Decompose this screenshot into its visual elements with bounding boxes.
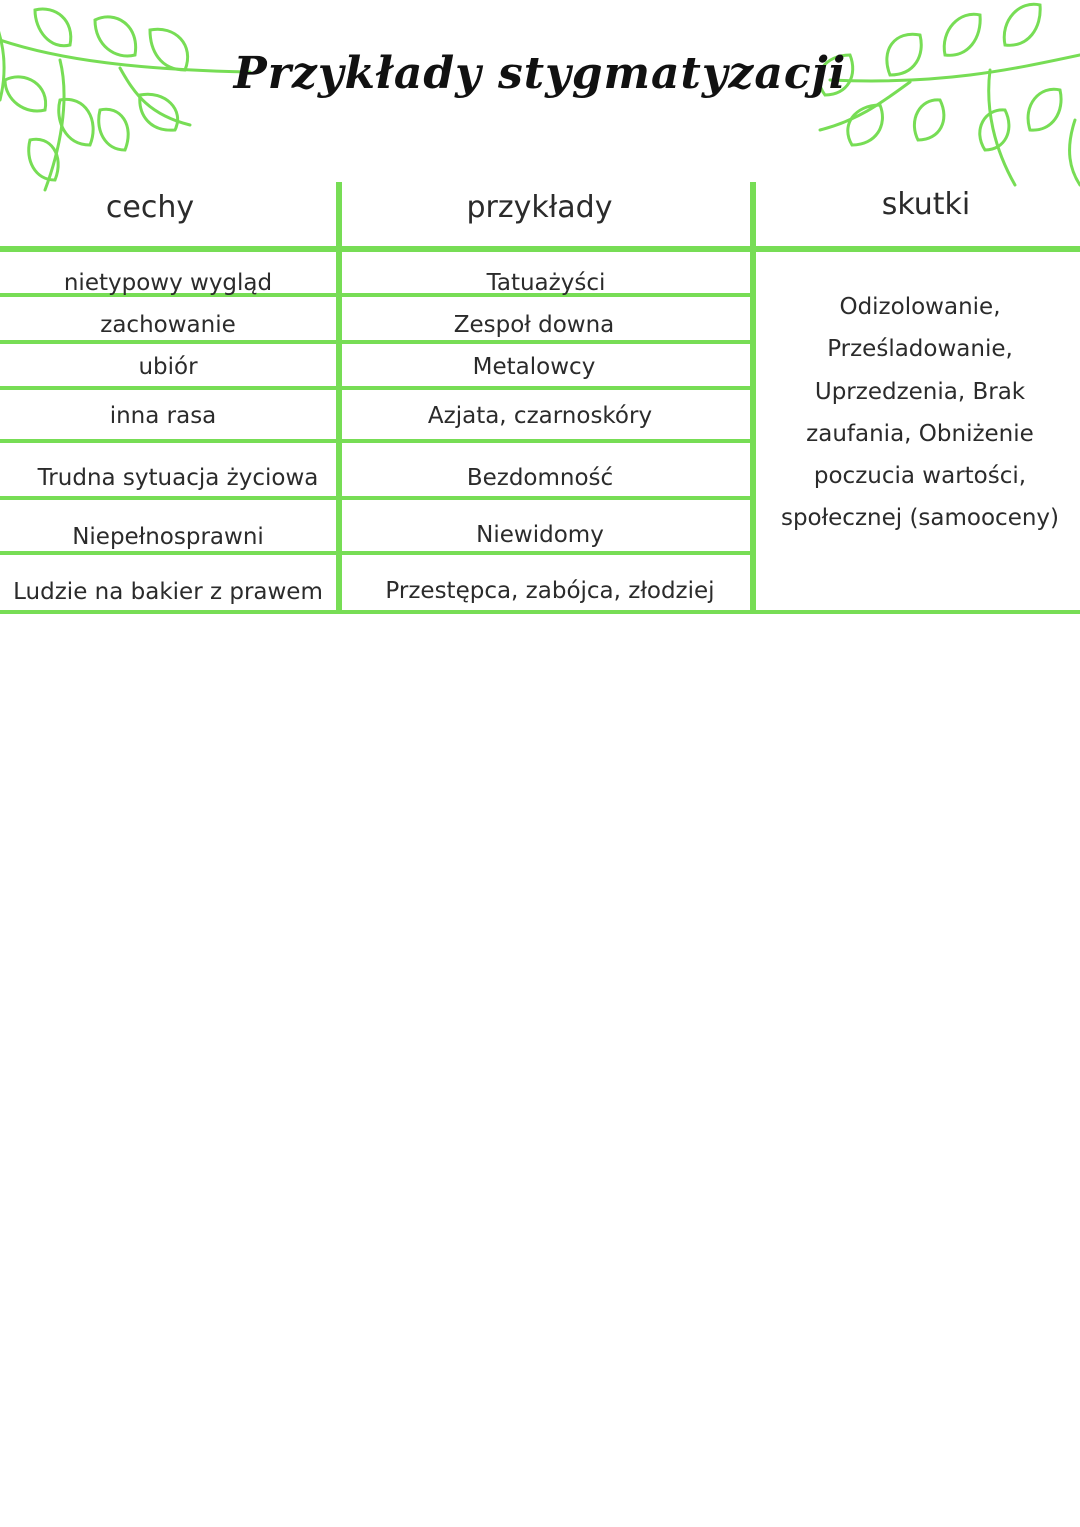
trait-cell: Trudna sytuacja życiowa	[37, 465, 319, 491]
example-cell: Zespoł downa	[453, 312, 615, 338]
example-cell: Przestępca, zabójca, złodziej	[385, 578, 715, 604]
effects-line: poczucia wartości,	[813, 463, 1027, 490]
page-title: Przykłady stygmatyzacji	[233, 48, 847, 99]
row-divider	[0, 386, 750, 390]
trait-cell: inna rasa	[109, 403, 217, 429]
example-cell: Bezdomność	[466, 465, 614, 491]
example-cell: Tatuażyści	[486, 270, 606, 296]
effects-line: Prześladowanie,	[827, 336, 1013, 363]
header-effects: skutki	[881, 187, 971, 222]
example-cell: Niewidomy	[476, 522, 604, 548]
row-divider	[0, 496, 750, 500]
example-cell: Metalowcy	[472, 354, 596, 380]
trait-cell: nietypowy wygląd	[63, 270, 273, 296]
effects-line: społecznej (samooceny)	[780, 505, 1060, 532]
trait-cell: zachowanie	[100, 312, 236, 338]
effects-cell	[760, 286, 1080, 540]
example-cell: Azjata, czarnoskóry	[427, 403, 653, 429]
trait-cell: Ludzie na bakier z prawem	[13, 579, 323, 605]
table-bottom-line	[0, 610, 1080, 614]
effects-line: zaufania, Obniżenie	[806, 420, 1034, 447]
effects-line: Odizolowanie,	[839, 294, 1001, 320]
leaf-branch-left-icon	[0, 0, 260, 200]
header-traits: cechy	[105, 190, 195, 225]
trait-cell: ubiór	[138, 354, 198, 380]
header-examples: przykłady	[466, 190, 613, 225]
header-underline	[0, 246, 1080, 252]
row-divider	[0, 439, 750, 443]
row-divider	[0, 340, 750, 344]
trait-cell: Niepełnosprawni	[72, 524, 264, 550]
effects-line: Uprzedzenia, Brak	[814, 378, 1026, 405]
